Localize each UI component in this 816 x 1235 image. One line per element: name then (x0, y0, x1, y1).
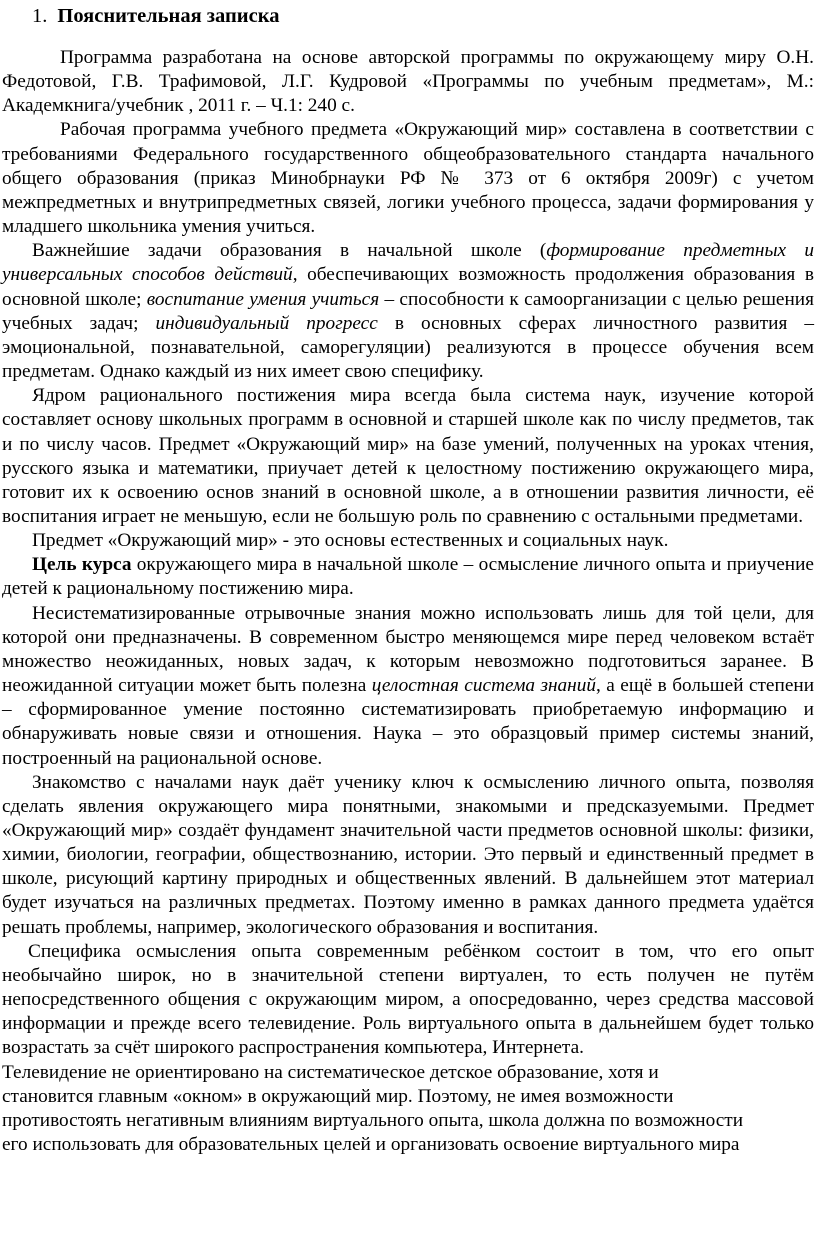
text-run: окружающего мира в начальной школе – осмысление личного опыта и приучение детей к рациональному постижению мира. (2, 554, 814, 600)
text-run: , а ещё в большей степени – сформированное умение постоянно систематизировать приобретаемую информацию и обнаруживать новые связи и отношения. Наука – это образцовый пример системы знаний, построенный на рациональной основе. (2, 675, 815, 769)
text-run: в основных сферах личностного развития – эмоциональной, познавательной, саморегуляции) реализуются в процессе обучения всем предметам. Однако каждый из них имеет свою специфику. (2, 312, 814, 383)
text-run: Важнейшие задачи образования в начальной школе ( (32, 240, 547, 262)
italic-run: воспитание умения учиться (146, 288, 380, 310)
section-number: 1. (32, 5, 48, 27)
paragraph-virtual-experience: Специфика осмысления опыта современным ребёнком состоит в том, что его опыт необычайно широк, но в значительной степени виртуален, то есть получен не путём непосредственного общения с окружающим миром, а опосредованно, через средства массовой информации и прежде всего телевидение. Роль виртуального опыта в дальнейшем будет только возрастать за счёт широкого распространения компьютера, Интернета. (2, 940, 814, 1059)
section-heading (32, 2, 814, 30)
bold-run: Цель курса (32, 554, 132, 576)
paragraph-science-core: Ядром рационального постижения мира всегда была система наук, изучение которой составляет основу школьных программ в основной и старшей школе как по числу предметов, так и по числу часов. Предмет «Окружающий мир» на базе умений, полученных на уроках чтения, русского языка и математики, приучает детей к целостному постижению окружающего мира, готовит их к освоению основ знаний в основной школе, а в отношении развития личности, её воспитания играет не меньшую, если не большую роль по сравнению с остальными предметами. (2, 385, 814, 527)
text-line: Телевидение не ориентировано на систематическое детское образование, хотя и (2, 1061, 659, 1083)
paragraph-knowledge-system (2, 602, 814, 771)
text-line: противостоять негативным влияниям виртуального опыта, школа должна по возможности (2, 1109, 744, 1131)
paragraph-television (2, 1061, 814, 1158)
paragraph-subject-definition: Предмет «Окружающий мир» - это основы естественных и социальных наук. (32, 530, 669, 552)
paragraph-key-tasks (2, 239, 814, 384)
section-title: Пояснительная записка (57, 5, 280, 27)
text-run: – способности к самоорганизации с целью решения учебных задач; (2, 288, 814, 334)
paragraph-program-source: Программа разработана на основе авторской программы по окружающему миру О.Н. Федотовой, Г.В. Трафимовой, Л.Г. Кудровой «Программы по учебным предметам», М.: Академкнига/учебник , 2011 г. – Ч.1: 240 с. (2, 47, 814, 117)
paragraph-course-goal (2, 553, 814, 601)
text-run: , обеспечивающих возможность продолжения образования в основной школе; (2, 264, 814, 310)
text-line: его использовать для образовательных целей и организовать освоение виртуального мира (2, 1134, 740, 1156)
text-line: становится главным «окном» в окружающий мир. Поэтому, не имея возможности (2, 1085, 674, 1107)
text-run: Несистематизированные отрывочные знания можно использовать лишь для той цели, для которой они предназначены. В современном быстро меняющемся мире перед человеком встаёт множество неожиданных, новых задач, к которым невозможно подготовиться заранее. В неожиданной ситуации может быть полезна (2, 602, 814, 697)
italic-run: формирование предметных и универсальных способов действий (2, 240, 815, 286)
paragraph-science-basics: Знакомство с началами наук даёт ученику ключ к осмыслению личного опыта, позволяя сделать явления окружающего мира понятными, знакомыми и предсказуемыми. Предмет «Окружающий мир» создаёт фундамент значительной части предметов основной школы: физики, химии, биологии, географии, обществознанию, истории. Это первый и единственный предмет в школе, рисующий картину природных и общественных явлений. В дальнейшем этот материал будет изучаться на различных предметах. Поэтому именно в рамках данного предмета удаётся решать проблемы, например, экологического образования и воспитания. (2, 771, 814, 938)
paragraph-work-program: Рабочая программа учебного предмета «Окружающий мир» составлена в соответствии с требованиями Федерального государственного общеобразовательного стандарта начального общего образования (приказ Минобрнауки РФ № 373 от 6 октября 2009г) с учетом межпредметных и внутрипредметных связей, логики учебного процесса, задачи формирования у младшего школьника умения учиться. (2, 119, 814, 238)
italic-run: целостная система знаний (371, 675, 597, 697)
italic-run: индивидуальный прогресс (155, 312, 378, 334)
